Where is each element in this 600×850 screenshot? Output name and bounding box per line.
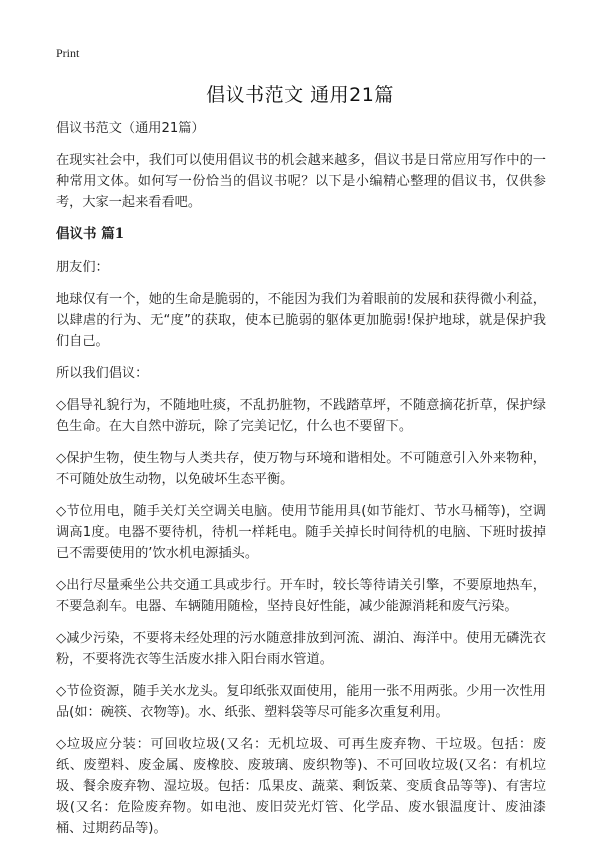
document-body bbox=[56, 118, 546, 850]
greeting: 朋友们： bbox=[56, 260, 109, 275]
proposal-item: ◇节位用电，随手关灯关空调关电脑。使用节能用具(如节能灯、节水马桶等)，空调调高1度。电器不要待机，待机一样耗电。随手关掉长时间待机的电脑、下班时拔掉已不需要使用的’饮水机电源插头。 bbox=[56, 504, 546, 561]
document-title: 倡议书范文 通用21篇 bbox=[206, 84, 394, 106]
proposal-item: ◇节俭资源，随手关水龙头。复印纸张双面使用，能用一张不用两张。少用一次性用品(如：碗筷、衣物等)。水、纸张、塑料袋等尽可能多次重复利用。 bbox=[56, 684, 546, 720]
paragraph: 所以我们倡议： bbox=[56, 366, 149, 381]
print-label: Print bbox=[56, 46, 80, 60]
proposal-item: ◇倡导礼貌行为，不随地吐痰，不乱扔脏物，不践踏草坪，不随意摘花折草，保护绿色生命。在大自然中游玩，除了完美记忆，什么也不要留下。 bbox=[56, 398, 546, 434]
proposal-item: ◇保护生物，使生物与人类共存，使万物与环境和谐相处。不可随意引入外来物种，不可随处放生动物，以免破坏生态平衡。 bbox=[56, 451, 546, 487]
paragraph: 地球仅有一个，她的生命是脆弱的，不能因为我们为着眼前的发展和获得微小利益，以肆虐的行为、无“度”的获取，使本已脆弱的躯体更加脆弱!保护地球，就是保护我们自己。 bbox=[56, 292, 546, 349]
section-heading: 倡议书 篇1 bbox=[56, 226, 125, 242]
intro-paragraph: 在现实社会中，我们可以使用倡议书的机会越来越多，倡议书是日常应用写作中的一种常用文体。如何写一份恰当的倡议书呢？以下是小编精心整理的倡议书，仅供参考，大家一起来看看吧。 bbox=[56, 153, 546, 210]
proposal-item: ◇垃圾应分装：可回收垃圾(又名：无机垃圾、可再生废弃物、干垃圾。包括：废纸、废塑料、废金属、废橡胶、废玻璃、废织物等)、不可回收垃圾(又名：有机垃圾、餐余废弃物、湿垃圾。包括：瓜果皮、蔬菜、剩饭菜、变质食品等等)、有害垃圾(又名：危险废弃物。如电池、废旧荧光灯管、化学品、废水银温度计、废油漆桶、过期药品等)。 bbox=[56, 737, 546, 836]
proposal-item: ◇减少污染，不要将未经处理的污水随意排放到河流、湖泊、海洋中。使用无磷洗衣粉，不要将洗衣等生活废水排入阳台雨水管道。 bbox=[56, 631, 546, 667]
document-subtitle: 倡议书范文（通用21篇） bbox=[56, 121, 205, 136]
proposal-item: ◇出行尽量乘坐公共交通工具或步行。开车时，较长等待请关引擎，不要原地热车，不要急刹车。电器、车辆随用随检，坚持良好性能，减少能源消耗和废气污染。 bbox=[56, 578, 546, 614]
